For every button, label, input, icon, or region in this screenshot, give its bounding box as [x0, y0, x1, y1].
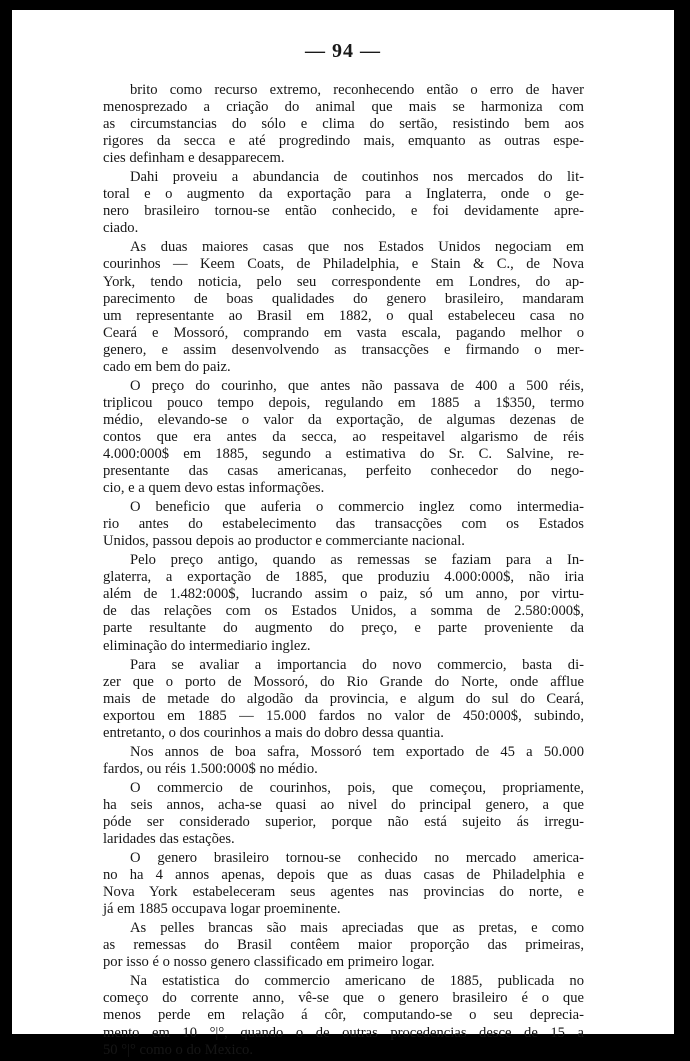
paragraph [103, 499, 584, 550]
text-line: parecimento de boas qualidades do genero brasileiro, mandaram [103, 290, 584, 307]
text-line: Ceará e Mossoró, comprando em vasta escala, pagando melhor o [103, 324, 584, 341]
text-line: Pelo preço antigo, quando as remessas se faziam para a In- [130, 552, 584, 569]
text-line: brito como recurso extremo, reconhecendo então o erro de haver [130, 82, 584, 98]
text-line: nero brasileiro tornou-se então conhecido, e foi devidamente apre- [103, 203, 584, 220]
book-page [12, 10, 674, 1058]
text-line: mais de metade do algodão da provincia, e algum do sul do Ceará, [103, 690, 584, 707]
text-line: cies definham e desapparecem. [103, 150, 285, 167]
text-line: fardos, ou réis 1.500:000$ no médio. [103, 760, 318, 777]
paragraph [103, 552, 584, 654]
text-line: começo do corrente anno, vê-se que o genero brasileiro é o que [103, 990, 584, 1007]
text-line: ha seis annos, acha-se quasi ao nivel do principal genero, a que [103, 796, 584, 813]
text-line: Dahi proveiu a abundancia de coutinhos nos mercados do lit- [130, 169, 584, 186]
text-line: exportou em 1885 — 15.000 fardos no valor de 450:000$, subindo, [103, 707, 584, 724]
text-line: toral e o augmento da exportação para a Inglaterra, onde o ge- [103, 186, 584, 203]
text-line: de das relações com os Estados Unidos, a somma de 2.580:000$, [103, 603, 584, 620]
text-line: cado em bem do paiz. [103, 358, 231, 375]
text-line: médio, elevando-se o valor da exportação, de algumas dezenas de [103, 411, 584, 428]
text-line: cio, e a quem devo estas informações. [103, 480, 325, 497]
text-line: As pelles brancas são mais apreciadas que as pretas, e como [130, 920, 584, 937]
text-line: ciado. [103, 220, 139, 237]
text-line: contos que era antes da secca, ao respeitavel algarismo de réis [103, 428, 584, 445]
text-line: laridades das estações. [103, 831, 235, 848]
paragraph [103, 780, 584, 848]
text-line: as remessas do Brasil contêem maior proporção das primeiras, [103, 937, 584, 954]
text-line: eliminação do intermediario inglez. [103, 637, 311, 654]
text-line: as circumstancias do sólo e clima do sertão, resistindo bem aos [103, 116, 584, 133]
paragraph [103, 744, 584, 778]
paragraph [103, 850, 584, 918]
text-line: parte resultante do augmento do preço, e parte proveniente da [103, 620, 584, 637]
text-line: genero, e assim desenvolvendo as transacções e firmando o mer- [103, 341, 584, 358]
paragraph [103, 973, 584, 1058]
text-line: no ha 4 annos apenas, depois que as duas casas de Philadelphia e [103, 867, 584, 884]
text-line: Para se avaliar a importancia do novo commercio, basta di- [130, 656, 584, 673]
paragraph [103, 239, 584, 375]
text-line: póde ser considerado superior, porque não está sujeito ás irregu- [103, 813, 584, 830]
text-line: além de 1.482:000$, lucrando assim o paiz, só um anno, por virtu- [103, 586, 584, 603]
text-line: Nova York estabeleceram seus agentes nas provincias do norte, e [103, 884, 584, 901]
text-line: presentante das casas americanas, perfeito conhecedor do nego- [103, 463, 584, 480]
text-line: O beneficio que auferia o commercio inglez como intermedia- [130, 499, 584, 516]
text-line: um representante ao Brasil em 1882, o qual estabeleceu casa no [103, 307, 584, 324]
paragraph [103, 920, 584, 971]
text-line: Unidos, passou depois ao productor e commerciante nacional. [103, 533, 465, 550]
page-number: — 94 — [305, 40, 381, 62]
text-line: por isso é o nosso genero classificado em primeiro logar. [103, 954, 435, 971]
text-line: 4.000:000$ em 1885, segundo a estimativa do Sr. C. Salvine, re- [103, 445, 584, 462]
text-line: glaterra, a exportação de 1885, que produziu 4.000:000$, não iria [103, 569, 584, 586]
text-line: 50 °|° como o do Mexico. [103, 1041, 253, 1058]
text-line: mento em 10 °|°, quando o de outras procedencias desce de 15 a [103, 1024, 584, 1041]
text-line: O commercio de courinhos, pois, que começou, propriamente, [130, 779, 584, 796]
paragraph [103, 169, 584, 237]
text-line: entretanto, o dos courinhos a mais do dobro dessa quantia. [103, 724, 444, 741]
text-line: courinhos — Keem Coats, de Philadelphia, e Stain & C., de Nova [103, 256, 584, 273]
text-line: já em 1885 occupava logar proeminente. [103, 901, 341, 918]
paragraph [103, 378, 584, 497]
text-line: As duas maiores casas que nos Estados Unidos negociam em [130, 239, 584, 256]
text-line: menos perde em relação á côr, computando-se o seu deprecia- [103, 1007, 584, 1024]
paragraph [103, 82, 584, 167]
text-line: zer que o porto de Mossoró, do Rio Grande do Norte, onde afflue [103, 673, 584, 690]
text-line: triplicou pouco tempo depois, regulando em 1885 a 1$350, termo [103, 394, 584, 411]
text-line: menosprezado a criação do animal que mais se harmoniza com [103, 99, 584, 116]
text-line: Nos annos de boa safra, Mossoró tem exportado de 45 a 50.000 [130, 743, 584, 760]
text-line: O preço do courinho, que antes não passava de 400 a 500 réis, [130, 377, 584, 394]
body-text [103, 82, 584, 1061]
text-line: rio antes do estabelecimento das transacções com os Estados [103, 516, 584, 533]
paragraph [103, 657, 584, 742]
text-line: Na estatistica do commercio americano de 1885, publicada no [130, 973, 584, 990]
text-line: York, tendo noticia, pelo seu correspondente em Londres, do ap- [103, 273, 584, 290]
text-line: O genero brasileiro tornou-se conhecido no mercado america- [130, 850, 584, 867]
text-line: rigores da secca e até progredindo mais, emquanto as outras espe- [103, 133, 584, 150]
